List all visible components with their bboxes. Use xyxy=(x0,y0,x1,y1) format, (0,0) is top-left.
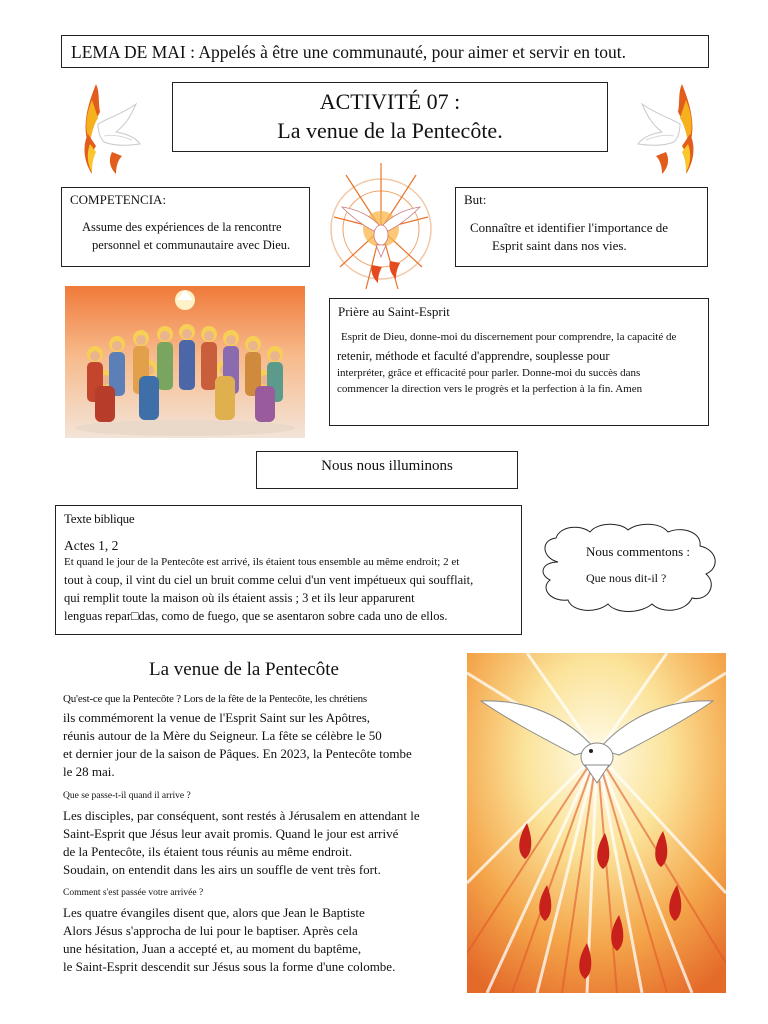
dove-flame-left-image xyxy=(78,74,144,178)
article-p1-line-3: et dernier jour de la saison de Pâques. En 2023, la Pentecôte tombe xyxy=(63,746,412,761)
article-p3-line-2: Alors Jésus s'approcha de lui pour le baptiser. Après cela xyxy=(63,923,358,938)
article-p3-line-1: Les quatre évangiles disent que, alors que Jean le Baptiste xyxy=(63,905,365,920)
texte-line-2: tout à coup, il vint du ciel un bruit comme celui d'un vent impétueux qui soufflait, xyxy=(64,573,474,587)
article-p3-line-4: le Saint-Esprit descendit sur Jésus sous la forme d'une colombe. xyxy=(63,959,396,974)
texte-biblique-box xyxy=(55,505,522,635)
texte-biblique-title: Texte biblique xyxy=(64,511,135,526)
but-box xyxy=(455,187,708,267)
section-heading-box xyxy=(256,451,518,489)
activity-title: La venue de la Pentecôte. xyxy=(277,118,503,143)
cloud-line-2: Que nous dit-il ? xyxy=(586,571,667,585)
competencia-line-1: Assume des expériences de la rencontre xyxy=(82,220,282,234)
priere-box xyxy=(329,298,709,426)
competencia-line-2: personnel et communautaire avec Dieu. xyxy=(92,238,291,252)
activity-title-box xyxy=(172,82,608,152)
competencia-box xyxy=(61,187,310,267)
texte-line-3: qui remplit toute la maison où ils étaient assis ; 3 et ils leur apparurent xyxy=(64,591,415,605)
priere-line-1: Esprit de Dieu, donne-moi du discernement pour comprendre, la capacité de xyxy=(341,331,677,343)
article-title: La venue de la Pentecôte xyxy=(149,659,339,680)
but-line-2: Esprit saint dans nos vies. xyxy=(492,238,627,253)
cloud-line-1: Nous commentons : xyxy=(586,544,690,559)
article-question-1: Qu'est-ce que la Pentecôte ? Lors de la fête de la Pentecôte, les chrétiens xyxy=(63,693,368,705)
article-p3-line-3: une hésitation, Juan a accepté et, au moment du baptême, xyxy=(63,941,362,956)
article-p2-line-4: Soudain, on entendit dans les airs un souffle de vent très fort. xyxy=(63,862,381,877)
article-p2-line-2: Saint-Esprit que Jésus leur avait promis. Quand le jour est arrivé xyxy=(63,826,399,841)
dove-rays-flames-image xyxy=(467,653,726,993)
priere-line-3: interpréter, grâce et efficacité pour parler. Donne-moi du succès dans xyxy=(337,367,641,379)
lema-box xyxy=(61,35,709,68)
competencia-title: COMPETENCIA: xyxy=(70,192,167,207)
lema-text: LEMA DE MAI : Appelés à être une communauté, pour aimer et servir en tout. xyxy=(71,42,626,62)
texte-line-1: Et quand le jour de la Pentecôte est arrivé, ils étaient tous ensemble au même endroit; 2 et xyxy=(64,556,460,568)
activity-number: ACTIVITÉ 07 : xyxy=(319,89,461,114)
article-p1-line-4: le 28 mai. xyxy=(63,764,115,779)
texte-line-4: lenguas repar□das, como de fuego, que se asentaron sobre cada uno de ellos. xyxy=(64,609,448,623)
article-p2-line-1: Les disciples, par conséquent, sont restés à Jérusalem en attendant le xyxy=(63,808,420,823)
pentecost-apostles-image xyxy=(65,286,305,438)
article-p2-line-3: de la Pentecôte, ils étaient tous réunis au même endroit. xyxy=(63,844,353,859)
article-p1-line-2: réunis autour de la Mère du Seigneur. La fête se célèbre le 50 xyxy=(63,728,382,743)
holy-spirit-dove-image xyxy=(326,157,436,295)
section-heading: Nous nous illuminons xyxy=(321,458,453,474)
but-line-1: Connaître et identifier l'importance de xyxy=(470,220,668,235)
texte-biblique-ref: Actes 1, 2 xyxy=(64,538,119,553)
but-title: But: xyxy=(464,192,487,207)
priere-line-2: retenir, méthode et faculté d'apprendre, souplesse pour xyxy=(337,349,610,363)
comment-cloud xyxy=(536,522,722,617)
article-question-3: Comment s'est passée votre arrivée ? xyxy=(63,888,204,898)
article-question-2: Que se passe-t-il quand il arrive ? xyxy=(63,791,191,801)
priere-line-4: commencer la direction vers le progrès et la perfection à la fin. Amen xyxy=(337,383,643,395)
dove-flame-right-image xyxy=(634,74,700,178)
article-p1-line-1: ils commémorent la venue de l'Esprit Saint sur les Apôtres, xyxy=(63,710,371,725)
priere-title: Prière au Saint-Esprit xyxy=(338,304,450,319)
